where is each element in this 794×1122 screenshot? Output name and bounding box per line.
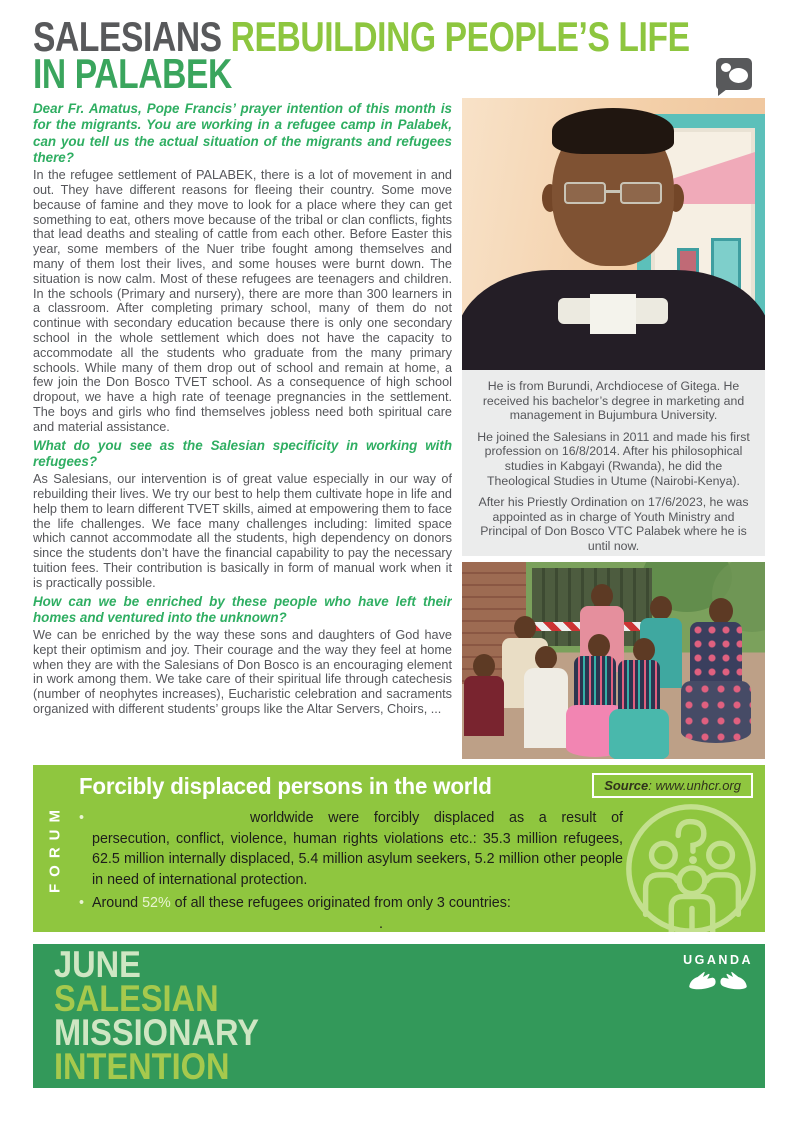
forum-bullet-2-suffix: of all these refugees originated from only 3 countries: (170, 895, 511, 911)
title-salesians: SALESIANS (33, 13, 222, 60)
interview-answer-3: We can be enriched by the way these sons and daughters of God have kept their optimism and joy. Their courage and the way they feel at home when they are with the Salesians of Don Bosco is an encouraging element in work among them. We take care of their spiritual life through catechesis (number of neophytes increases), Eucharistic celebration and sacraments organized with different students’ groups like the Altar Servers, Choirs, ... (33, 628, 452, 717)
priest-bio-caption (462, 370, 765, 556)
interview-answer-1: In the refugee settlement of PALABEK, there is a lot of movement in and out. They have different reasons for fleeing their country. Some move because of famine and they move to look for a place where they can get something to eat, others move because of the tribal or clan conflicts, fights that lead deaths and stealing of cattle from each other. Before Easter this year, some members of the Nuer tribe fought among themselves and many of them lost their lives, and some houses were burnt down. The situation is now calm. Most of these refugees are teenagers and children. In the schools (Primary and nursery), there are more than 300 learners in a classroom. After completing primary school, many of them do not continue with secondary education because there is only one secondary school in the whole settlement which does not have the capacity to accommodate all the students who graduate from the many primary schools. While many of them drop out of school and remain at home, a few join the Don Bosco TVET school. As a consequence of high school dropout, we have a high rate of teenage pregnancies in the settlement. The boys and girls who find themselves jobless need both spiritual care and material assistance. (33, 168, 452, 434)
footer-line-intention: INTENTION (54, 1046, 230, 1087)
title-rebuilding: REBUILDING PEOPLE’S LIFE (221, 13, 690, 60)
big-bubble-icon (729, 68, 748, 83)
footer-line-salesian: SALESIAN (54, 978, 219, 1019)
person-figure (464, 654, 504, 736)
photo-clerical-collar (590, 294, 636, 334)
interview-answer-2: As Salesians, our intervention is of great value especially in our way of rebuilding their lives. We try our best to help them cultivate hope in life and help them to learn different TVET skills, aimed at empowering them to face the life challenges. We face many challenges including: limited space which cannot accommodate all the students, high dependency on donors since the students don’t have the financial capability to pay the necessary tuition fees. Their contribution is basically in form of manual work when it is practically possible. (33, 472, 452, 590)
bio-paragraph-3: After his Priestly Ordination on 17/6/2023, he was appointed as in charge of Youth Ministry and Principal of Don Bosco VTC Palabek where he is until now. (478, 495, 749, 553)
interview-question-1: Dear Fr. Amatus, Pope Francis’ prayer intention of this month is for the migrants. You are working in a refugee camp in Palabek, can you tell us the actual situation of the migrants and refugees there? (33, 101, 452, 165)
interview-question-3: How can we be enriched by these people who have left their homes and ventured into the unknown? (33, 593, 452, 625)
forum-bullet-2-prefix: Around (92, 895, 143, 911)
photo-hair (552, 108, 674, 154)
photo-glasses-right-lens (620, 182, 662, 204)
group-photo (462, 562, 765, 759)
interview-question-2: What do you see as the Salesian specificity in working with refugees? (33, 437, 452, 469)
person-figure (524, 646, 568, 748)
footer-line-missionary: MISSIONARY (54, 1012, 260, 1053)
footer-line-june: JUNE (54, 944, 141, 985)
missionary-intention-title (54, 944, 287, 1087)
sidebar-column (462, 98, 765, 759)
bio-paragraph-1: He is from Burundi, Archdiocese of Gitega. He received his bachelor’s degree in marketing and management in Bujumbura University. (482, 379, 745, 423)
forum-vertical-label: FORUM (46, 803, 64, 894)
person-figure (690, 598, 751, 743)
speech-bubbles-icon (716, 58, 752, 90)
footer-band (33, 944, 765, 1088)
page-title-line-2: IN PALABEK (33, 50, 232, 97)
forum-bullet-1 (79, 808, 623, 890)
open-hands-icon (688, 970, 748, 996)
refugees-question-icon (617, 791, 765, 932)
forum-heading: Forcibly displaced persons in the world (79, 773, 492, 799)
uganda-logo (683, 953, 753, 1001)
page-header (33, 13, 733, 97)
interview-column (33, 98, 452, 764)
forum-bullet-1-text: worldwide were forcibly displaced as a result of persecution, conflict, violence, human rights violations etc.: 35.3 million refugees, 62.5 million internally displaced, 5.4 million asylum seekers, 5.2 million other people in need of international protection. (92, 810, 623, 888)
priest-portrait-photo (462, 98, 765, 370)
percent-highlight: 52% (142, 895, 171, 911)
photo-glasses-left-lens (564, 182, 606, 204)
forum-section (33, 765, 765, 932)
bio-paragraph-2: He joined the Salesians in 2011 and made his first profession on 16/8/2014. After his philosophical studies in Kabgayi (Rwanda), he did the Theological Studies in Utume (Nairobi-Kenya). (477, 429, 750, 488)
person-figure (618, 638, 669, 759)
uganda-label: UGANDA (683, 953, 753, 967)
source-url[interactable]: : www.unhcr.org (648, 778, 741, 793)
stray-period: . (379, 915, 383, 932)
photo-glasses-bridge (606, 190, 620, 193)
forum-bullet-2 (79, 893, 623, 914)
source-label: Source (604, 778, 649, 793)
forum-body (79, 805, 623, 932)
